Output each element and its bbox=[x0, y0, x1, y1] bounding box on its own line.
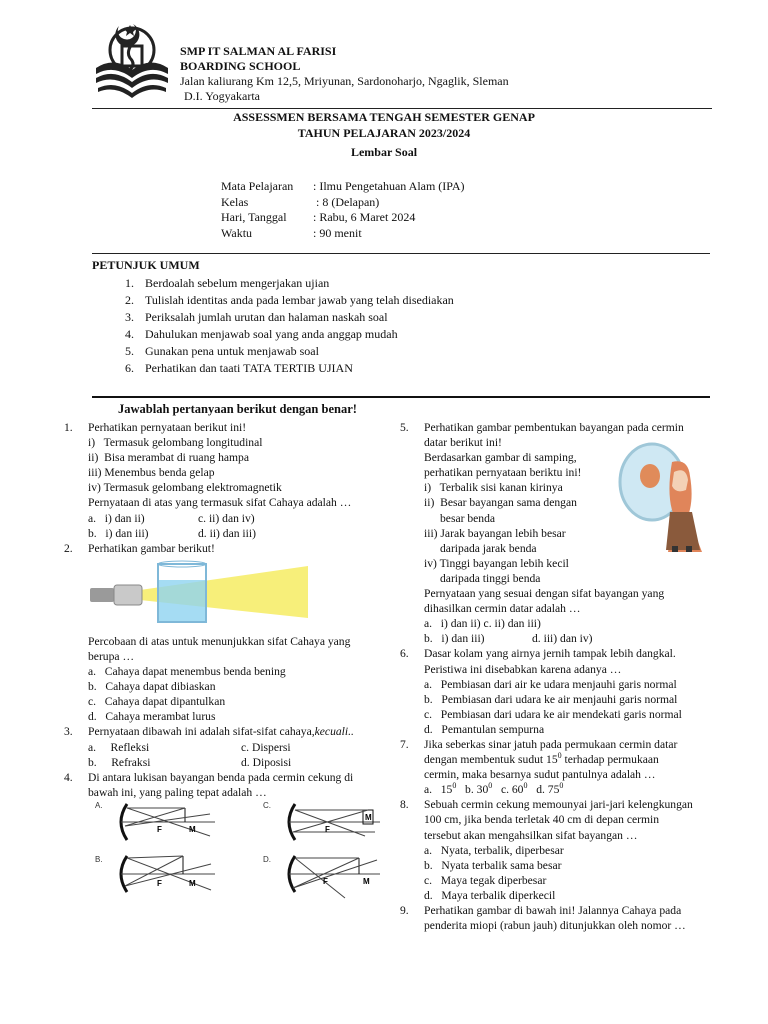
exam-title: ASSESSMEN BERSAMA TENGAH SEMESTER GENAP bbox=[233, 110, 535, 124]
school-header bbox=[180, 44, 509, 104]
academic-year: TAHUN PELAJARAN 2023/2024 bbox=[297, 126, 471, 140]
svg-text:A.: A. bbox=[95, 801, 103, 810]
svg-text:D.: D. bbox=[263, 855, 271, 864]
info-row: Hari, Tanggal : Rabu, 6 Maret 2024 bbox=[221, 210, 416, 224]
diagram-b bbox=[95, 855, 215, 892]
school-name-line2: BOARDING SCHOOL bbox=[180, 59, 301, 73]
question-7: 7. Jika seberkas sinar jatuh pada permukaan cermin datar dengan membentuk sudut $15^0$ terhadap permukaan cermin, maka besarnya sudut pantulnya adalah … a. $15^0$ b. $30^0$ c. $60^0$ d. $75^0$ bbox=[400, 737, 678, 797]
diagram-d bbox=[263, 855, 380, 898]
instructions-heading: PETUNJUK UMUM bbox=[92, 258, 200, 272]
question-6: 6. Dasar kolam yang airnya jernih tampak lebih dangkal. Peristiwa ini disebabkan karena adanya … a. Pembiasan dari air ke udara menjauhi garis normal b. Pembiasan dari udara ke air menjauhi garis normal c. Pembiasan dari udara ke air mendekati garis normal d. Pemantulan sempurna bbox=[400, 647, 682, 736]
svg-text:C.: C. bbox=[263, 801, 271, 810]
info-row: Kelas : 8 (Delapan) bbox=[221, 194, 380, 209]
svg-text:F: F bbox=[325, 825, 330, 834]
school-address-line2: D.I. Yogyakarta bbox=[184, 89, 260, 103]
info-divider bbox=[92, 253, 710, 254]
question-4: 4. Di antara lukisan bayangan benda pada cermin cekung di bawah ini, yang paling tepat adalah … bbox=[64, 770, 354, 799]
diagram-c bbox=[263, 801, 380, 840]
option-c: c. ii) dan iv) bbox=[198, 511, 255, 525]
option-b: b. i) dan iii) bbox=[88, 526, 149, 540]
question-5: 5. Perhatikan gambar pembentukan bayangan pada cermin datar berikut ini! Berdasarkan gambar di samping, perhatikan pernyataan beriktu ini! i) Terbalik sisi kanan kirinya ii) Besar bayangan sama dengan besar benda iii) Jarak bayangan lebih besar daripada jarak benda iv) Tinggi bayangan lebih kecil daripada tinggi benda Pernyataan yang sesuai dengan sifat bayangan yang dihasilkan cermin datar adalah … a. i) dan ii) c. ii) dan iii) b. i) dan iii) d. iii) dan iv) bbox=[400, 421, 684, 646]
question-8: 8. Sebuah cermin cekung memounyai jari-jari kelengkungan 100 cm, jika benda terletak 40 cm di depan cermin tersebut akan mengahsilkan sifat bayangan … a. Nyata, terbalik, diperbesar b. Nyata terbalik sama besar c. Maya tegak diperbesar d. Maya terbalik diperkecil bbox=[400, 798, 693, 902]
instruction-item: 5. Gunakan pena untuk menjawab soal bbox=[137, 343, 454, 360]
answer-instruction: Jawablah pertanyaan berikut dengan benar! bbox=[118, 402, 357, 416]
option-d: d. ii) dan iii) bbox=[198, 526, 256, 540]
plane-mirror-figure bbox=[612, 442, 712, 554]
instruction-item: 2. Tulislah identitas anda pada lembar jawab yang telah disediakan bbox=[137, 292, 454, 309]
section-divider bbox=[92, 396, 710, 398]
svg-text:M: M bbox=[365, 813, 372, 822]
svg-text:F: F bbox=[157, 825, 162, 834]
info-row: Mata Pelajaran : Ilmu Pengetahuan Alam (IPA) bbox=[221, 179, 465, 193]
sheet-title: Lembar Soal bbox=[350, 145, 418, 159]
left-column bbox=[64, 420, 384, 800]
mirror-diagrams bbox=[95, 800, 385, 900]
instruction-item: 1. Berdoalah sebelum mengerjakan ujian bbox=[137, 275, 454, 292]
question-2: 2. Perhatikan gambar berikut! Percobaan di atas untuk menunjukkan sifat Cahaya yang berupa … a. Cahaya dapat menembus benda bening b. Cahaya dapat dibiaskan c. Cahaya dapat dipantulkan d. Cahaya merambat lurus bbox=[64, 541, 351, 724]
diagram-a bbox=[95, 801, 215, 840]
instruction-item: 6. Perhatikan dan taati TATA TERTIB UJIAN bbox=[137, 360, 454, 377]
school-address-line1: Jalan kaliurang Km 12,5, Mriyunan, Sardonoharjo, Ngaglik, Sleman bbox=[180, 74, 509, 88]
info-row: Waktu : 90 menit bbox=[221, 225, 362, 240]
question-9: 9. Perhatikan gambar di bawah ini! Jalannya Cahaya pada penderita miopi (rabun jauh) ditunjukkan oleh nomor … bbox=[400, 904, 686, 933]
school-name-line1: SMP IT SALMAN AL FARISI bbox=[180, 44, 337, 58]
svg-text:M: M bbox=[189, 879, 196, 888]
svg-text:M: M bbox=[363, 877, 370, 886]
exam-info bbox=[221, 179, 465, 241]
svg-text:M: M bbox=[189, 825, 196, 834]
general-instructions bbox=[92, 258, 454, 377]
question-3: 3. Pernyataan dibawah ini adalah sifat-sifat cahaya,kecuali.. a. Refleksi c. Dispersi b. Refraksi d. Diposisi bbox=[64, 725, 354, 769]
school-logo bbox=[92, 20, 172, 100]
svg-text:B.: B. bbox=[95, 855, 103, 864]
instruction-item: 3. Periksalah jumlah urutan dan halaman naskah soal bbox=[137, 309, 454, 326]
svg-text:F: F bbox=[157, 879, 162, 888]
option-a: a. i) dan ii) bbox=[88, 511, 145, 525]
flashlight-glass-figure bbox=[88, 558, 318, 628]
header-divider bbox=[92, 108, 712, 109]
instruction-item: 4. Dahulukan menjawab soal yang anda anggap mudah bbox=[137, 326, 454, 343]
question-1: 1. Perhatikan pernyataan berikut ini! i) Termasuk gelombang longitudinal ii) Bisa merambat di ruang hampa iii) Menembus benda gelap iv) Termasuk gelombang elektromagnetik Pernyataan di atas yang termasuk sifat Cahaya adalah … a. i) dan ii) c. ii) dan iv) b. i) dan iii) d. ii) dan iii) bbox=[64, 421, 352, 540]
svg-text:F: F bbox=[323, 877, 328, 886]
